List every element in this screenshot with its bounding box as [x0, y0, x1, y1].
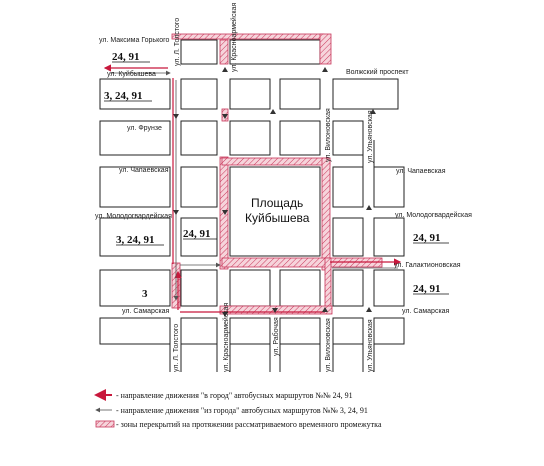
block	[374, 270, 404, 306]
legend	[96, 391, 382, 429]
street-label-molodogvardeyskaya-left: ул. Молодогвардейская	[95, 213, 172, 220]
street-label-molodogvardeyskaya-right: ул. Молодогвардейская	[395, 212, 472, 219]
block	[230, 121, 270, 155]
street-label-galaktionovskaya: ул. Галактионовская	[394, 262, 461, 269]
route-label-6: 24, 91	[413, 283, 441, 295]
street-label-vilonovskaya-mid: ул. Вилоновская	[325, 108, 332, 162]
street-label-krasnoarmeyskaya-bottom: ул. Красноармейская	[223, 302, 230, 372]
block	[333, 270, 363, 306]
block	[374, 218, 404, 256]
block	[333, 79, 398, 109]
closure-zone	[222, 158, 330, 165]
street-label-chapaevskaya-left: ул. Чапаевская	[119, 167, 169, 174]
street-label-kuybysheva: ул. Куйбышева	[107, 71, 156, 78]
block	[230, 318, 270, 344]
street-label-l-tolstogo-bottom: ул. Л. Толстого	[173, 323, 180, 372]
block	[230, 270, 270, 306]
legend-closure-text: - зоны перекрытий на протяжении рассматриваемого временного промежутка	[116, 420, 382, 429]
street-label-krasnoarmeyskaya-top: ул. Красноармейская	[231, 2, 238, 72]
street-label-chapaevskaya-right: ул. Чапаевская	[396, 168, 446, 175]
block	[333, 218, 363, 256]
block	[333, 318, 363, 344]
block	[280, 318, 320, 344]
block	[230, 40, 320, 64]
block	[100, 270, 170, 306]
square-label-line1: Площадь	[251, 196, 304, 210]
closure-zone	[320, 34, 331, 64]
street-label-l-tolstogo-top: ул. Л. Толстого	[174, 17, 181, 66]
block	[374, 318, 404, 344]
street-label-rabochaya: ул. Рабочая	[273, 317, 280, 356]
block	[181, 318, 217, 344]
block	[181, 40, 217, 64]
street-label-vilonovskaya: ул. Вилоновская	[325, 318, 332, 372]
closure-zone	[172, 34, 324, 39]
block	[181, 79, 217, 109]
block	[280, 79, 320, 109]
street-label-frunze: ул. Фрунзе	[127, 125, 162, 132]
legend-from-city-text: - направление движения "из города" автобусных маршрутов №№ 3, 24, 91	[116, 406, 368, 415]
street-label-samarskaya-right: ул. Самарская	[402, 308, 450, 315]
route-label-2: 3, 24, 91	[104, 90, 143, 102]
street-label-ulyanovskaya-top: ул. Ульяновская	[367, 110, 374, 163]
block	[100, 318, 170, 344]
street-label-ulyanovskaya-bottom: ул. Ульяновская	[367, 319, 374, 372]
street-label-volzhsky: Волжский проспект	[346, 69, 409, 76]
route-label-7: 3	[142, 288, 148, 300]
legend-closure-swatch	[96, 421, 114, 427]
block	[280, 270, 320, 306]
route-label-4: 24, 91	[183, 228, 211, 240]
street-label-maksima-gorkogo: ул. Максима Горького	[99, 37, 170, 44]
route-label-1: 24, 91	[112, 51, 140, 63]
closure-zone	[325, 258, 331, 308]
block	[230, 79, 270, 109]
route-label-3: 3, 24, 91	[116, 234, 155, 246]
block	[181, 121, 217, 155]
block	[280, 121, 320, 155]
block	[333, 121, 363, 155]
closure-zone	[322, 158, 330, 270]
block	[333, 167, 363, 207]
route-label-5: 24, 91	[413, 232, 441, 244]
block	[181, 167, 217, 207]
block	[181, 270, 217, 306]
legend-to-city-text: - направление движения "в город" автобусных маршрутов №№ 24, 91	[116, 391, 353, 400]
square-label-line2: Куйбышева	[245, 211, 310, 225]
closure-zone	[220, 40, 228, 64]
street-label-samarskaya-left: ул. Самарская	[122, 308, 170, 315]
